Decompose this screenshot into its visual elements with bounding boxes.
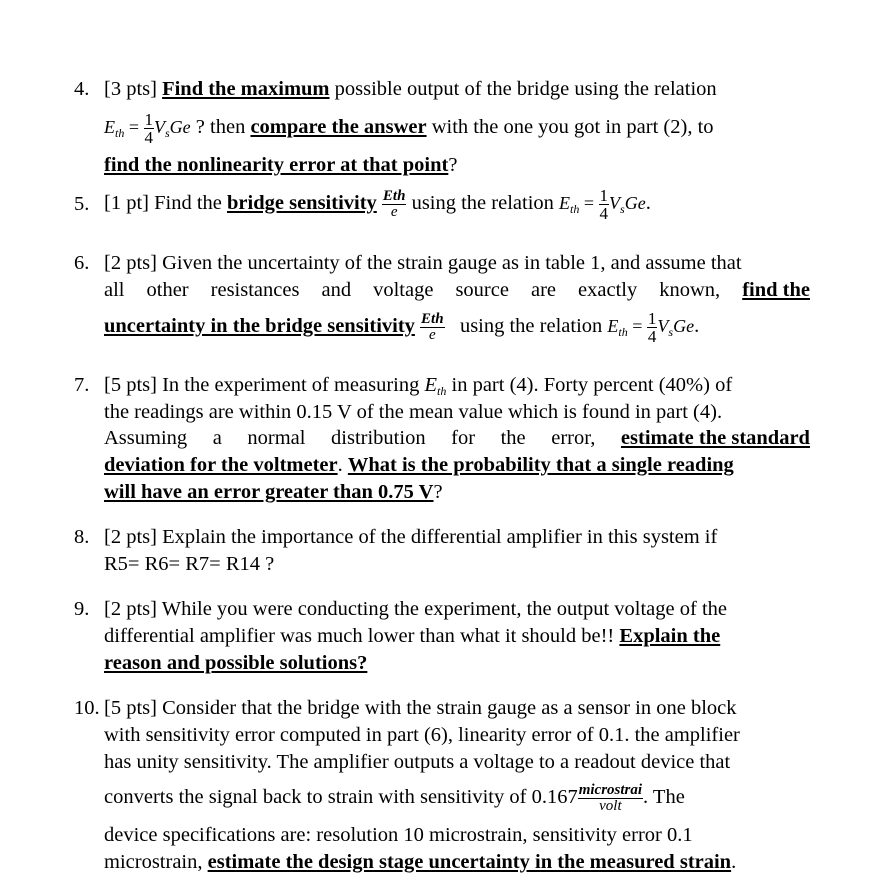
question-number: 6. — [74, 252, 90, 274]
question-number: 5. — [74, 193, 90, 215]
question-line: deviation for the voltmeter. What is the probability that a single reading — [104, 454, 734, 476]
question-number: 9. — [74, 598, 90, 620]
question-number: 4. — [74, 78, 90, 100]
question-line: [2 pts] Explain the importance of the differential amplifier in this system if — [104, 526, 718, 548]
question-line: will have an error greater than 0.75 V? — [104, 481, 443, 503]
question-line: find the nonlinearity error at that point? — [104, 154, 458, 176]
question-line: with sensitivity error computed in part (6), linearity error of 0.1. the amplifier — [104, 724, 740, 746]
sensitivity-fraction: $\frac{\text{Eth}}{e}$ — [421, 310, 444, 343]
question-line: all other resistances and voltage source are exactly known, find the — [104, 279, 810, 301]
question-line: Assuming a normal distribution for the error, estimate the standard — [104, 427, 810, 449]
question-line: [5 pts] In the experiment of measuring $E_{th}$ in part (4). Forty percent (40%) of — [104, 374, 733, 398]
question-line: microstrain, estimate the design stage uncertainty in the measured strain. — [104, 851, 737, 873]
question-line: $E_{th}$ = $\frac{1}{4}$ $V_sGe$ ? then compare the answer with the one you got in part (2), to — [104, 110, 714, 148]
question-line: the readings are within 0.15 V of the mean value which is found in part (4). — [104, 401, 723, 423]
question-number: 10. — [74, 697, 100, 719]
question-line: [2 pts] Given the uncertainty of the strain gauge as in table 1, and assume that — [104, 252, 742, 274]
question-line: converts the signal back to strain with sensitivity of 0.167 $\frac{\text{microstrai}}{\text{volt}}$ . The — [104, 781, 685, 814]
question-line: [1 pt] Find the bridge sensitivity $\frac{\text{Eth}}{e}$ using the relation $E_{th}$ = $\frac{1}{4}$ $V_sGe$. — [104, 186, 651, 224]
question-line: device specifications are: resolution 10 microstrain, sensitivity error 0.1 — [104, 824, 693, 846]
question-line: [5 pts] Consider that the bridge with the strain gauge as a sensor in one block — [104, 697, 737, 719]
question-line: uncertainty in the bridge sensitivity $\frac{\text{Eth}}{e}$ using the relation $E_{th}$ = $\frac{1}{4}$ $V_sGe$. — [104, 309, 700, 347]
question-line: R5= R6= R7= R14 ? — [104, 553, 275, 575]
question-number: 8. — [74, 526, 90, 548]
sensitivity-fraction: $\frac{\text{Eth}}{e}$ — [382, 187, 406, 220]
question-number: 7. — [74, 374, 90, 396]
question-line: differential amplifier was much lower than what it should be!! Explain the — [104, 625, 721, 647]
equation: $E_{th}$ = $\frac{1}{4}$ $V_sGe$ — [607, 309, 695, 347]
equation: $E_{th}$ = $\frac{1}{4}$ $V_sGe$ — [559, 186, 646, 224]
question-line: has unity sensitivity. The amplifier outputs a voltage to a readout device that — [104, 751, 731, 773]
question-line: [2 pts] While you were conducting the experiment, the output voltage of the — [104, 598, 728, 620]
question-line: reason and possible solutions? — [104, 652, 368, 674]
question-line: [3 pts] Find the maximum possible output of the bridge using the relation — [104, 78, 717, 100]
readout-sensitivity-fraction: $\frac{\text{microstrai}}{\text{volt}}$ — [578, 781, 643, 814]
equation: $E_{th}$ = $\frac{1}{4}$ $V_sGe$ — [104, 110, 191, 148]
